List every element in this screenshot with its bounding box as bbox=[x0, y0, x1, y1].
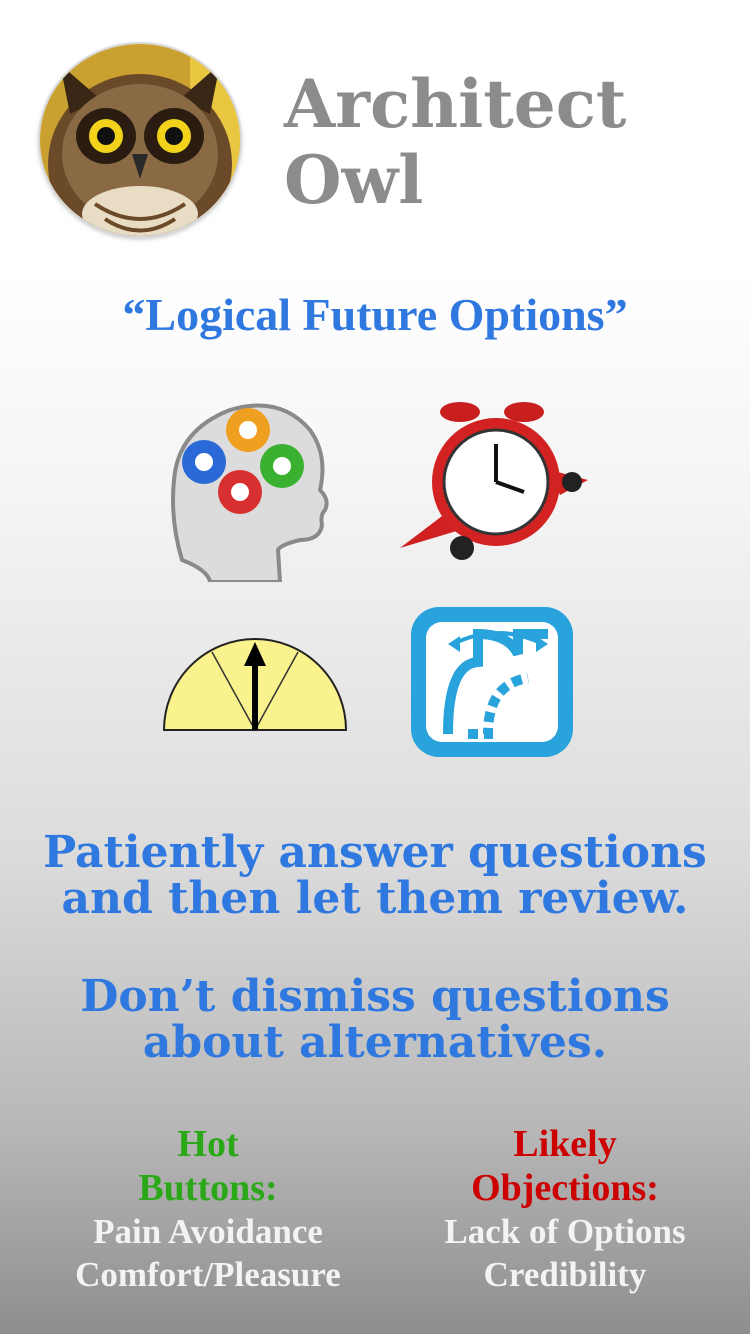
owl-avatar bbox=[40, 44, 240, 236]
flying-clock-icon bbox=[400, 400, 588, 568]
title-line-1: Architect bbox=[284, 65, 627, 143]
message-line-3: Don’t dismiss questions bbox=[80, 971, 670, 1022]
page-title bbox=[284, 66, 724, 218]
message-line-2: and then let them review. bbox=[61, 873, 689, 924]
objections-heading-2: Objections: bbox=[471, 1167, 659, 1209]
hot-buttons-section bbox=[20, 1122, 396, 1296]
message-line-1: Patiently answer questions bbox=[43, 827, 707, 878]
title-line-2: Owl bbox=[284, 141, 424, 219]
objection-item: Lack of Options bbox=[444, 1212, 686, 1251]
hot-button-item: Comfort/Pleasure bbox=[75, 1255, 341, 1294]
message-block-2 bbox=[0, 971, 750, 1068]
hot-buttons-heading-1: Hot bbox=[177, 1123, 239, 1165]
road-fork-icon bbox=[408, 604, 576, 760]
objection-item: Credibility bbox=[483, 1255, 647, 1294]
brain-gears-icon bbox=[170, 400, 330, 582]
gauge-meter-icon bbox=[162, 634, 348, 732]
message-line-4: about alternatives. bbox=[142, 1017, 608, 1068]
hot-buttons-heading-2: Buttons: bbox=[138, 1167, 278, 1209]
objections-section bbox=[400, 1122, 730, 1296]
owl-icon bbox=[40, 44, 240, 236]
message-block-1 bbox=[0, 827, 750, 924]
hot-button-item: Pain Avoidance bbox=[93, 1212, 323, 1251]
tagline: “Logical Future Options” bbox=[122, 289, 628, 340]
objections-heading-1: Likely bbox=[513, 1123, 617, 1165]
